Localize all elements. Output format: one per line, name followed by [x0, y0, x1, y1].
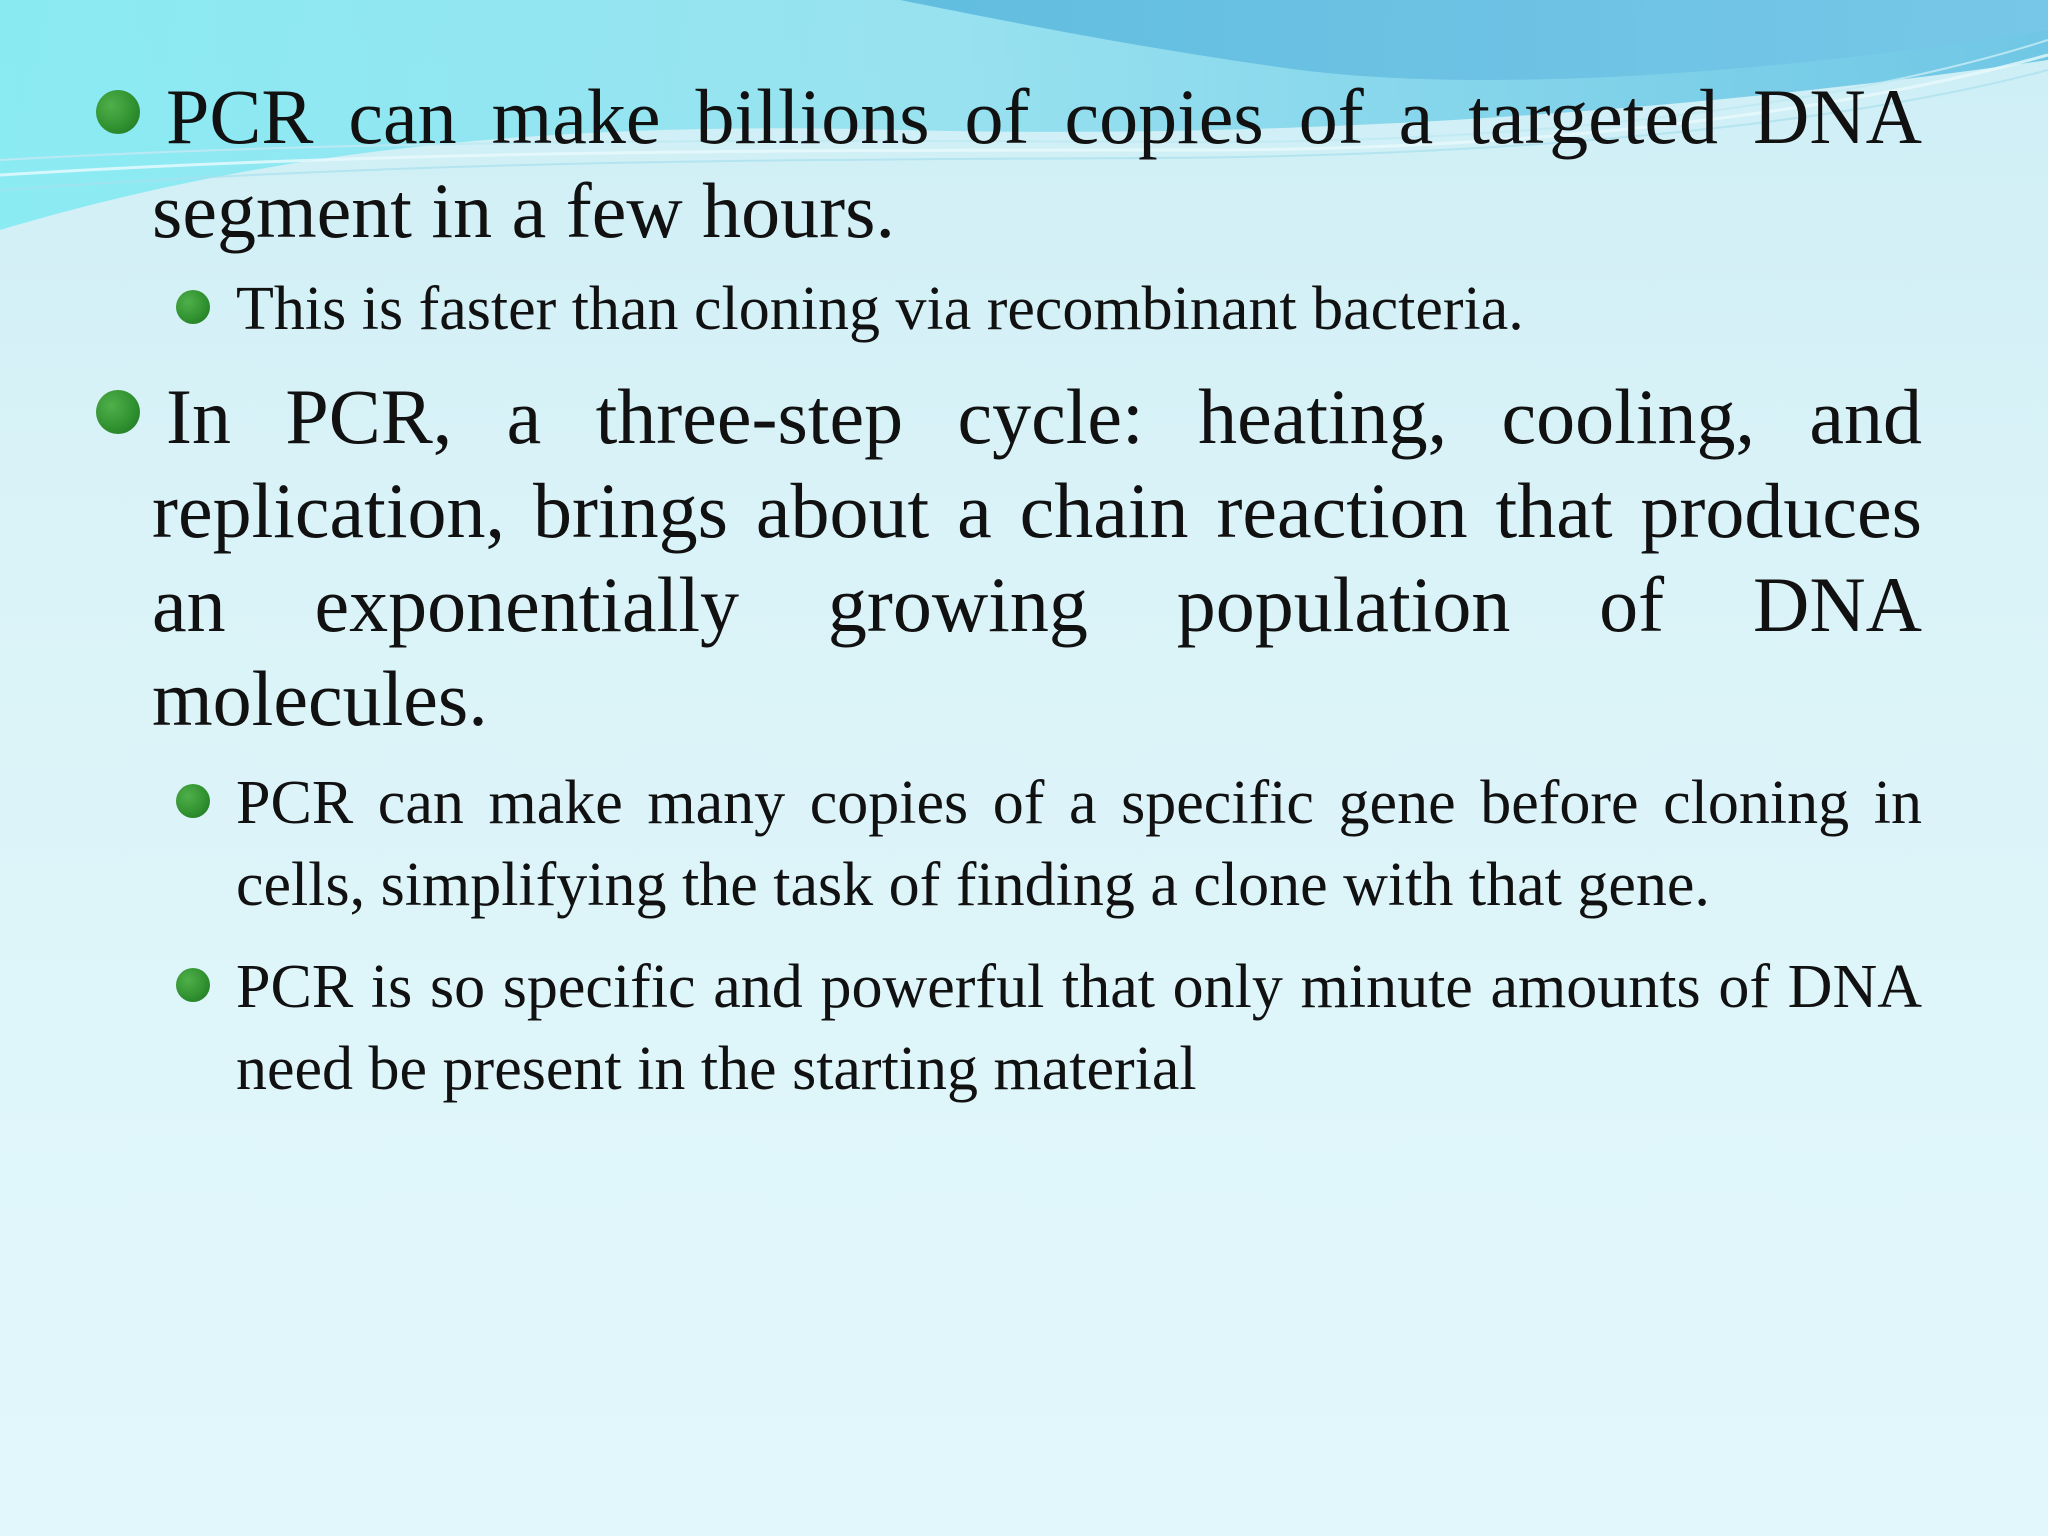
- bullet-item-level2: [176, 268, 1922, 350]
- bullet-list: [92, 70, 1922, 1130]
- bullet-dot-icon: [176, 784, 210, 818]
- bullet-dot-icon: [96, 390, 140, 434]
- bullet-text: In PCR, a three-step cycle: heating, cooling, and replication, brings about a chain reaction that produces an exponentially growing population of DNA molecules.: [152, 373, 1922, 742]
- bullet-text: This is faster than cloning via recombinant bacteria.: [236, 275, 1524, 343]
- bullet-text: PCR is so specific and powerful that only minute amounts of DNA need be present in the starting material: [236, 953, 1922, 1103]
- bullet-text: PCR can make billions of copies of a targeted DNA segment in a few hours.: [152, 73, 1922, 254]
- bullet-dot-icon: [96, 90, 140, 134]
- bullet-dot-icon: [176, 968, 210, 1002]
- bullet-text: PCR can make many copies of a specific gene before cloning in cells, simplifying the task of finding a clone with that gene.: [236, 769, 1922, 919]
- bullet-item-level1: [92, 70, 1922, 258]
- bullet-dot-icon: [176, 290, 210, 324]
- bullet-item-level2: [176, 762, 1922, 926]
- bullet-item-level1: [92, 370, 1922, 746]
- bullet-item-level2: [176, 946, 1922, 1110]
